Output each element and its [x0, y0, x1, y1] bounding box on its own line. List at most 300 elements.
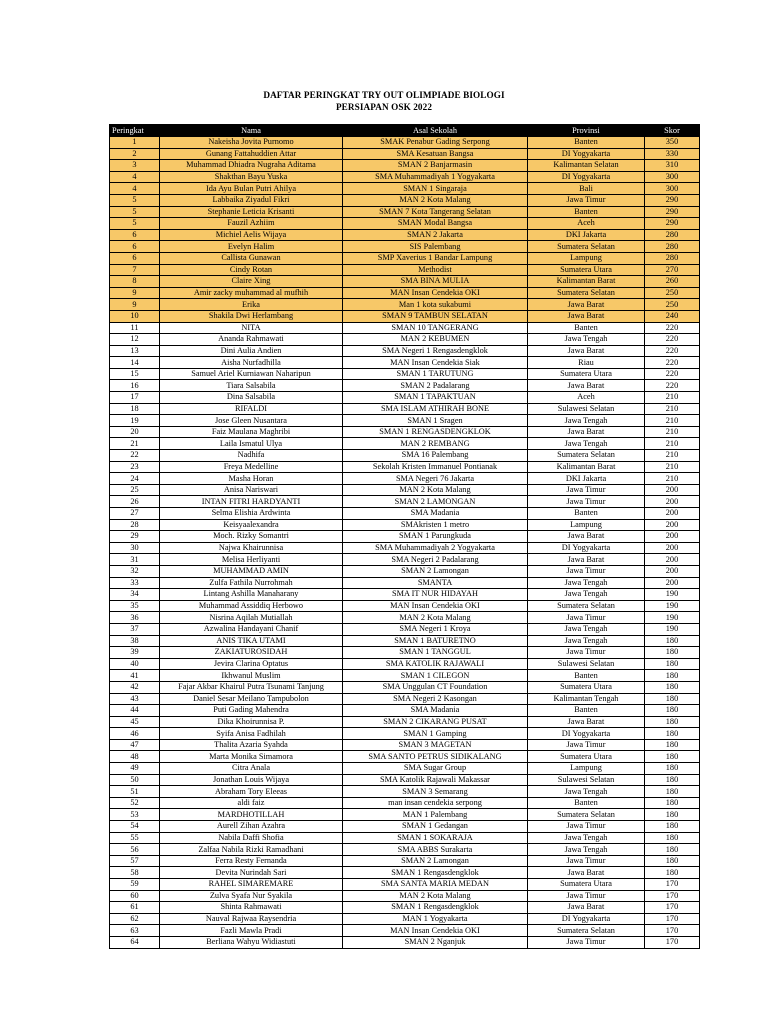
province-cell: Jawa Tengah: [528, 577, 645, 589]
rank-cell: 42: [110, 681, 160, 693]
rank-cell: 13: [110, 345, 160, 357]
score-cell: 220: [645, 357, 700, 369]
score-cell: 180: [645, 867, 700, 879]
school-cell: MAN Insan Cendekia OKI: [343, 287, 528, 299]
score-cell: 200: [645, 519, 700, 531]
rank-cell: 59: [110, 879, 160, 891]
name-cell: Gunang Fattahuddien Attar: [160, 148, 343, 160]
score-cell: 200: [645, 554, 700, 566]
table-row: [110, 739, 700, 751]
school-cell: MAN Insan Cendekia Siak: [343, 357, 528, 369]
school-cell: SMAK Penabur Gading Serpong: [343, 137, 528, 149]
table-row: [110, 345, 700, 357]
name-cell: Erika: [160, 299, 343, 311]
school-cell: SMAN 1 Gedangan: [343, 821, 528, 833]
column-header-provinsi: Provinsi: [528, 125, 645, 137]
table-row: [110, 137, 700, 149]
name-cell: Callista Gunawan: [160, 252, 343, 264]
name-cell: Ananda Rahmawati: [160, 334, 343, 346]
province-cell: DKI Jakarta: [528, 473, 645, 485]
school-cell: man insan cendekia serpong: [343, 797, 528, 809]
school-cell: MAN 2 Kota Malang: [343, 484, 528, 496]
score-cell: 280: [645, 241, 700, 253]
score-cell: 190: [645, 623, 700, 635]
table-row: [110, 623, 700, 635]
score-cell: 280: [645, 229, 700, 241]
score-cell: 210: [645, 392, 700, 404]
table-row: [110, 519, 700, 531]
school-cell: SMAN 2 Padalarang: [343, 380, 528, 392]
school-cell: SMA Madania: [343, 508, 528, 520]
school-cell: MAN 2 Kota Malang: [343, 890, 528, 902]
table-row: [110, 508, 700, 520]
province-cell: Jawa Tengah: [528, 334, 645, 346]
school-cell: SMAN 3 Semarang: [343, 786, 528, 798]
school-cell: MAN Insan Cendekia OKI: [343, 925, 528, 937]
score-cell: 170: [645, 913, 700, 925]
province-cell: Sumatera Utara: [528, 681, 645, 693]
table-row: [110, 797, 700, 809]
school-cell: SMAN 1 Singaraja: [343, 183, 528, 195]
score-cell: 180: [645, 832, 700, 844]
score-cell: 190: [645, 612, 700, 624]
table-row: [110, 577, 700, 589]
table-row: [110, 368, 700, 380]
score-cell: 180: [645, 751, 700, 763]
table-row: [110, 531, 700, 543]
school-cell: SIS Palembang: [343, 241, 528, 253]
table-row: [110, 299, 700, 311]
province-cell: Jawa Timur: [528, 194, 645, 206]
school-cell: Methodist: [343, 264, 528, 276]
table-row: [110, 392, 700, 404]
score-cell: 180: [645, 716, 700, 728]
province-cell: Jawa Barat: [528, 345, 645, 357]
school-cell: SMA BINA MULIA: [343, 276, 528, 288]
rank-cell: 36: [110, 612, 160, 624]
score-cell: 200: [645, 484, 700, 496]
school-cell: SMAN 1 TANGGUL: [343, 647, 528, 659]
rank-cell: 57: [110, 855, 160, 867]
rank-cell: 46: [110, 728, 160, 740]
name-cell: Nisrina Aqilah Mutiallah: [160, 612, 343, 624]
province-cell: DI Yogyakarta: [528, 171, 645, 183]
score-cell: 210: [645, 473, 700, 485]
score-cell: 220: [645, 368, 700, 380]
table-row: [110, 484, 700, 496]
school-cell: SMA Muhammadiyah 2 Yogyakarta: [343, 542, 528, 554]
province-cell: Jawa Timur: [528, 612, 645, 624]
school-cell: MAN 1 Yogyakarta: [343, 913, 528, 925]
table-row: [110, 867, 700, 879]
province-cell: Banten: [528, 797, 645, 809]
rank-cell: 56: [110, 844, 160, 856]
province-cell: Aceh: [528, 392, 645, 404]
province-cell: Jawa Timur: [528, 890, 645, 902]
province-cell: Sulawesi Selatan: [528, 403, 645, 415]
name-cell: Shinta Rahmawati: [160, 902, 343, 914]
name-cell: Jevira Clarina Optatus: [160, 658, 343, 670]
province-cell: Banten: [528, 206, 645, 218]
score-cell: 180: [645, 647, 700, 659]
school-cell: SMAN 2 LAMONGAN: [343, 496, 528, 508]
document-header: [0, 89, 768, 113]
rank-cell: 4: [110, 171, 160, 183]
table-row: [110, 681, 700, 693]
name-cell: Anisa Nariswari: [160, 484, 343, 496]
rank-cell: 64: [110, 936, 160, 948]
table-row: [110, 241, 700, 253]
school-cell: MAN 2 Kota Malang: [343, 194, 528, 206]
rank-cell: 29: [110, 531, 160, 543]
name-cell: Najwa Khairunnisa: [160, 542, 343, 554]
school-cell: SMA KATOLIK RAJAWALI: [343, 658, 528, 670]
score-cell: 180: [645, 705, 700, 717]
table-row: [110, 565, 700, 577]
table-row: [110, 473, 700, 485]
name-cell: Moch. Rizky Somantri: [160, 531, 343, 543]
province-cell: Sumatera Selatan: [528, 600, 645, 612]
table-row: [110, 821, 700, 833]
score-cell: 270: [645, 264, 700, 276]
province-cell: Sumatera Selatan: [528, 925, 645, 937]
school-cell: MAN Insan Cendekia OKI: [343, 600, 528, 612]
name-cell: Claire Xing: [160, 276, 343, 288]
school-cell: Sekolah Kristen Immanuel Pontianak: [343, 461, 528, 473]
school-cell: SMA Negeri 76 Jakarta: [343, 473, 528, 485]
name-cell: INTAN FITRI HARDYANTI: [160, 496, 343, 508]
column-header-asal-sekolah: Asal Sekolah: [343, 125, 528, 137]
school-cell: SMA IT NUR HIDAYAH: [343, 589, 528, 601]
table-row: [110, 206, 700, 218]
province-cell: Kalimantan Barat: [528, 276, 645, 288]
table-row: [110, 403, 700, 415]
province-cell: Jawa Barat: [528, 531, 645, 543]
rank-cell: 17: [110, 392, 160, 404]
score-cell: 200: [645, 508, 700, 520]
rank-cell: 41: [110, 670, 160, 682]
table-row: [110, 160, 700, 172]
score-cell: 200: [645, 531, 700, 543]
province-cell: DI Yogyakarta: [528, 913, 645, 925]
rank-cell: 3: [110, 160, 160, 172]
table-row: [110, 832, 700, 844]
rank-cell: 51: [110, 786, 160, 798]
table-row: [110, 705, 700, 717]
school-cell: SMA SANTA MARIA MEDAN: [343, 879, 528, 891]
table-row: [110, 310, 700, 322]
school-cell: SMAN 2 Lamongan: [343, 565, 528, 577]
table-row: [110, 716, 700, 728]
score-cell: 280: [645, 252, 700, 264]
table-row: [110, 415, 700, 427]
score-cell: 190: [645, 600, 700, 612]
score-cell: 180: [645, 821, 700, 833]
table-row: [110, 751, 700, 763]
school-cell: SMAN 1 Rengasdengklok: [343, 902, 528, 914]
table-row: [110, 774, 700, 786]
school-cell: SMAN Modal Bangsa: [343, 218, 528, 230]
name-cell: Muhammad Assiddiq Herbowo: [160, 600, 343, 612]
province-cell: Jawa Barat: [528, 902, 645, 914]
name-cell: Lintang Ashilla Manaharany: [160, 589, 343, 601]
table-row: [110, 322, 700, 334]
rank-cell: 32: [110, 565, 160, 577]
table-row: [110, 647, 700, 659]
rank-cell: 30: [110, 542, 160, 554]
name-cell: Fauzil Azhiim: [160, 218, 343, 230]
table-row: [110, 635, 700, 647]
rank-cell: 61: [110, 902, 160, 914]
rank-cell: 5: [110, 206, 160, 218]
province-cell: Bali: [528, 183, 645, 195]
rank-cell: 62: [110, 913, 160, 925]
score-cell: 180: [645, 670, 700, 682]
rank-cell: 11: [110, 322, 160, 334]
school-cell: SMA Madania: [343, 705, 528, 717]
rank-cell: 22: [110, 450, 160, 462]
column-header-nama: Nama: [160, 125, 343, 137]
province-cell: Jawa Tengah: [528, 832, 645, 844]
rank-cell: 12: [110, 334, 160, 346]
rank-cell: 44: [110, 705, 160, 717]
province-cell: DI Yogyakarta: [528, 148, 645, 160]
school-cell: SMA Muhammadiyah 1 Yogyakarta: [343, 171, 528, 183]
name-cell: Aisha Nurfadhilla: [160, 357, 343, 369]
province-cell: Jawa Timur: [528, 496, 645, 508]
name-cell: Jose Gleen Nusantara: [160, 415, 343, 427]
rank-cell: 37: [110, 623, 160, 635]
score-cell: 310: [645, 160, 700, 172]
province-cell: Lampung: [528, 763, 645, 775]
school-cell: SMA Sugar Group: [343, 763, 528, 775]
name-cell: Aurell Zihan Azahra: [160, 821, 343, 833]
rank-cell: 45: [110, 716, 160, 728]
name-cell: Zulfa Fathila Nurrohmah: [160, 577, 343, 589]
name-cell: NITA: [160, 322, 343, 334]
rank-cell: 35: [110, 600, 160, 612]
name-cell: MARDHOTILLAH: [160, 809, 343, 821]
province-cell: Jawa Timur: [528, 855, 645, 867]
school-cell: SMAN 2 CIKARANG PUSAT: [343, 716, 528, 728]
province-cell: Banten: [528, 137, 645, 149]
province-cell: Jawa Barat: [528, 380, 645, 392]
school-cell: SMA Negeri 1 Rengasdengklok: [343, 345, 528, 357]
rank-cell: 24: [110, 473, 160, 485]
school-cell: SMAN 7 Kota Tangerang Selatan: [343, 206, 528, 218]
province-cell: Jawa Barat: [528, 426, 645, 438]
school-cell: SMA Negeri 2 Kasongan: [343, 693, 528, 705]
table-row: [110, 334, 700, 346]
rank-cell: 14: [110, 357, 160, 369]
school-cell: SMA Negeri 1 Kroya: [343, 623, 528, 635]
school-cell: SMAN 2 Lamongan: [343, 855, 528, 867]
rank-cell: 5: [110, 218, 160, 230]
name-cell: Devita Nurindah Sari: [160, 867, 343, 879]
name-cell: Tiara Salsabila: [160, 380, 343, 392]
school-cell: SMAN 2 Banjarmasin: [343, 160, 528, 172]
score-cell: 180: [645, 855, 700, 867]
score-cell: 240: [645, 310, 700, 322]
province-cell: Jawa Timur: [528, 484, 645, 496]
name-cell: Abraham Tory Eleeas: [160, 786, 343, 798]
name-cell: Ida Ayu Bulan Putri Ahilya: [160, 183, 343, 195]
province-cell: Jawa Tengah: [528, 589, 645, 601]
name-cell: Shakila Dwi Herlambang: [160, 310, 343, 322]
score-cell: 350: [645, 137, 700, 149]
school-cell: SMAN 1 Rengasdengklok: [343, 867, 528, 879]
score-cell: 220: [645, 380, 700, 392]
table-row: [110, 426, 700, 438]
score-cell: 170: [645, 936, 700, 948]
rank-cell: 1: [110, 137, 160, 149]
rank-cell: 43: [110, 693, 160, 705]
province-cell: Kalimantan Tengah: [528, 693, 645, 705]
table-row: [110, 612, 700, 624]
school-cell: SMA ISLAM ATHIRAH BONE: [343, 403, 528, 415]
province-cell: Jawa Barat: [528, 867, 645, 879]
name-cell: Melisa Herliyanti: [160, 554, 343, 566]
name-cell: Zulva Syafa Nur Syakila: [160, 890, 343, 902]
name-cell: Daniel Sesar Meilano Tampubolon: [160, 693, 343, 705]
name-cell: Cindy Rotan: [160, 264, 343, 276]
name-cell: Evelyn Halim: [160, 241, 343, 253]
table-row: [110, 844, 700, 856]
rank-cell: 15: [110, 368, 160, 380]
name-cell: RIFALDI: [160, 403, 343, 415]
table-row: [110, 264, 700, 276]
school-cell: MAN 2 REMBANG: [343, 438, 528, 450]
province-cell: Sumatera Selatan: [528, 241, 645, 253]
rank-cell: 53: [110, 809, 160, 821]
score-cell: 170: [645, 890, 700, 902]
name-cell: Citra Anala: [160, 763, 343, 775]
rank-cell: 63: [110, 925, 160, 937]
name-cell: Masha Horan: [160, 473, 343, 485]
rank-cell: 4: [110, 183, 160, 195]
school-cell: SMAN 1 CILEGON: [343, 670, 528, 682]
score-cell: 200: [645, 496, 700, 508]
name-cell: MUHAMMAD AMIN: [160, 565, 343, 577]
table-row: [110, 218, 700, 230]
score-cell: 290: [645, 194, 700, 206]
table-row: [110, 890, 700, 902]
name-cell: ZAKIATUROSIDAH: [160, 647, 343, 659]
name-cell: Stephanie Leticia Krisanti: [160, 206, 343, 218]
score-cell: 180: [645, 786, 700, 798]
rank-cell: 21: [110, 438, 160, 450]
score-cell: 290: [645, 206, 700, 218]
name-cell: Laila Ismatul Ulya: [160, 438, 343, 450]
score-cell: 330: [645, 148, 700, 160]
province-cell: Jawa Timur: [528, 821, 645, 833]
rank-cell: 5: [110, 194, 160, 206]
score-cell: 200: [645, 577, 700, 589]
province-cell: DI Yogyakarta: [528, 542, 645, 554]
rank-cell: 6: [110, 252, 160, 264]
name-cell: Nakeisha Jovita Purnomo: [160, 137, 343, 149]
score-cell: 170: [645, 925, 700, 937]
name-cell: Puti Gading Mahendra: [160, 705, 343, 717]
score-cell: 220: [645, 322, 700, 334]
name-cell: Keisyaalexandra: [160, 519, 343, 531]
column-header-skor: Skor: [645, 125, 700, 137]
score-cell: 170: [645, 879, 700, 891]
score-cell: 170: [645, 902, 700, 914]
school-cell: SMAN 1 Sragen: [343, 415, 528, 427]
name-cell: Azwalina Handayani Chanif: [160, 623, 343, 635]
province-cell: Sumatera Selatan: [528, 809, 645, 821]
rank-cell: 49: [110, 763, 160, 775]
name-cell: Nabila Daffi Shofia: [160, 832, 343, 844]
province-cell: Sumatera Selatan: [528, 450, 645, 462]
name-cell: Dika Khoirunnisa P.: [160, 716, 343, 728]
province-cell: Jawa Timur: [528, 647, 645, 659]
school-cell: SMAN 2 Nganjuk: [343, 936, 528, 948]
rank-cell: 52: [110, 797, 160, 809]
ranking-table-header: [110, 125, 700, 137]
school-cell: SMAN 3 MAGETAN: [343, 739, 528, 751]
rank-cell: 39: [110, 647, 160, 659]
rank-cell: 25: [110, 484, 160, 496]
rank-cell: 48: [110, 751, 160, 763]
rank-cell: 19: [110, 415, 160, 427]
province-cell: Banten: [528, 508, 645, 520]
province-cell: Jawa Timur: [528, 565, 645, 577]
score-cell: 300: [645, 183, 700, 195]
score-cell: 180: [645, 658, 700, 670]
province-cell: Jawa Tengah: [528, 438, 645, 450]
score-cell: 180: [645, 681, 700, 693]
school-cell: MAN 2 KEBUMEN: [343, 334, 528, 346]
rank-cell: 2: [110, 148, 160, 160]
province-cell: Sumatera Utara: [528, 264, 645, 276]
rank-cell: 9: [110, 299, 160, 311]
score-cell: 260: [645, 276, 700, 288]
name-cell: Shakthan Bayu Yuska: [160, 171, 343, 183]
score-cell: 210: [645, 415, 700, 427]
name-cell: Muhammad Dhiadra Nugraha Aditama: [160, 160, 343, 172]
score-cell: 200: [645, 565, 700, 577]
name-cell: Zalfaa Nabila Rizki Ramadhani: [160, 844, 343, 856]
table-row: [110, 693, 700, 705]
province-cell: DKI Jakarta: [528, 229, 645, 241]
province-cell: Banten: [528, 670, 645, 682]
score-cell: 250: [645, 299, 700, 311]
province-cell: Jawa Barat: [528, 310, 645, 322]
table-row: [110, 357, 700, 369]
rank-cell: 23: [110, 461, 160, 473]
document-title: DAFTAR PERINGKAT TRY OUT OLIMPIADE BIOLOGI: [263, 90, 505, 100]
table-row: [110, 879, 700, 891]
school-cell: SMP Xaverius 1 Bandar Lampung: [343, 252, 528, 264]
name-cell: Syifa Anisa Fadhilah: [160, 728, 343, 740]
table-row: [110, 450, 700, 462]
name-cell: Selma Elishia Ardwinta: [160, 508, 343, 520]
province-cell: Aceh: [528, 218, 645, 230]
province-cell: Banten: [528, 322, 645, 334]
province-cell: Jawa Tengah: [528, 415, 645, 427]
province-cell: Sumatera Utara: [528, 368, 645, 380]
score-cell: 180: [645, 739, 700, 751]
province-cell: Jawa Barat: [528, 554, 645, 566]
rank-cell: 27: [110, 508, 160, 520]
table-row: [110, 496, 700, 508]
table-row: [110, 658, 700, 670]
rank-cell: 31: [110, 554, 160, 566]
table-row: [110, 554, 700, 566]
table-row: [110, 148, 700, 160]
